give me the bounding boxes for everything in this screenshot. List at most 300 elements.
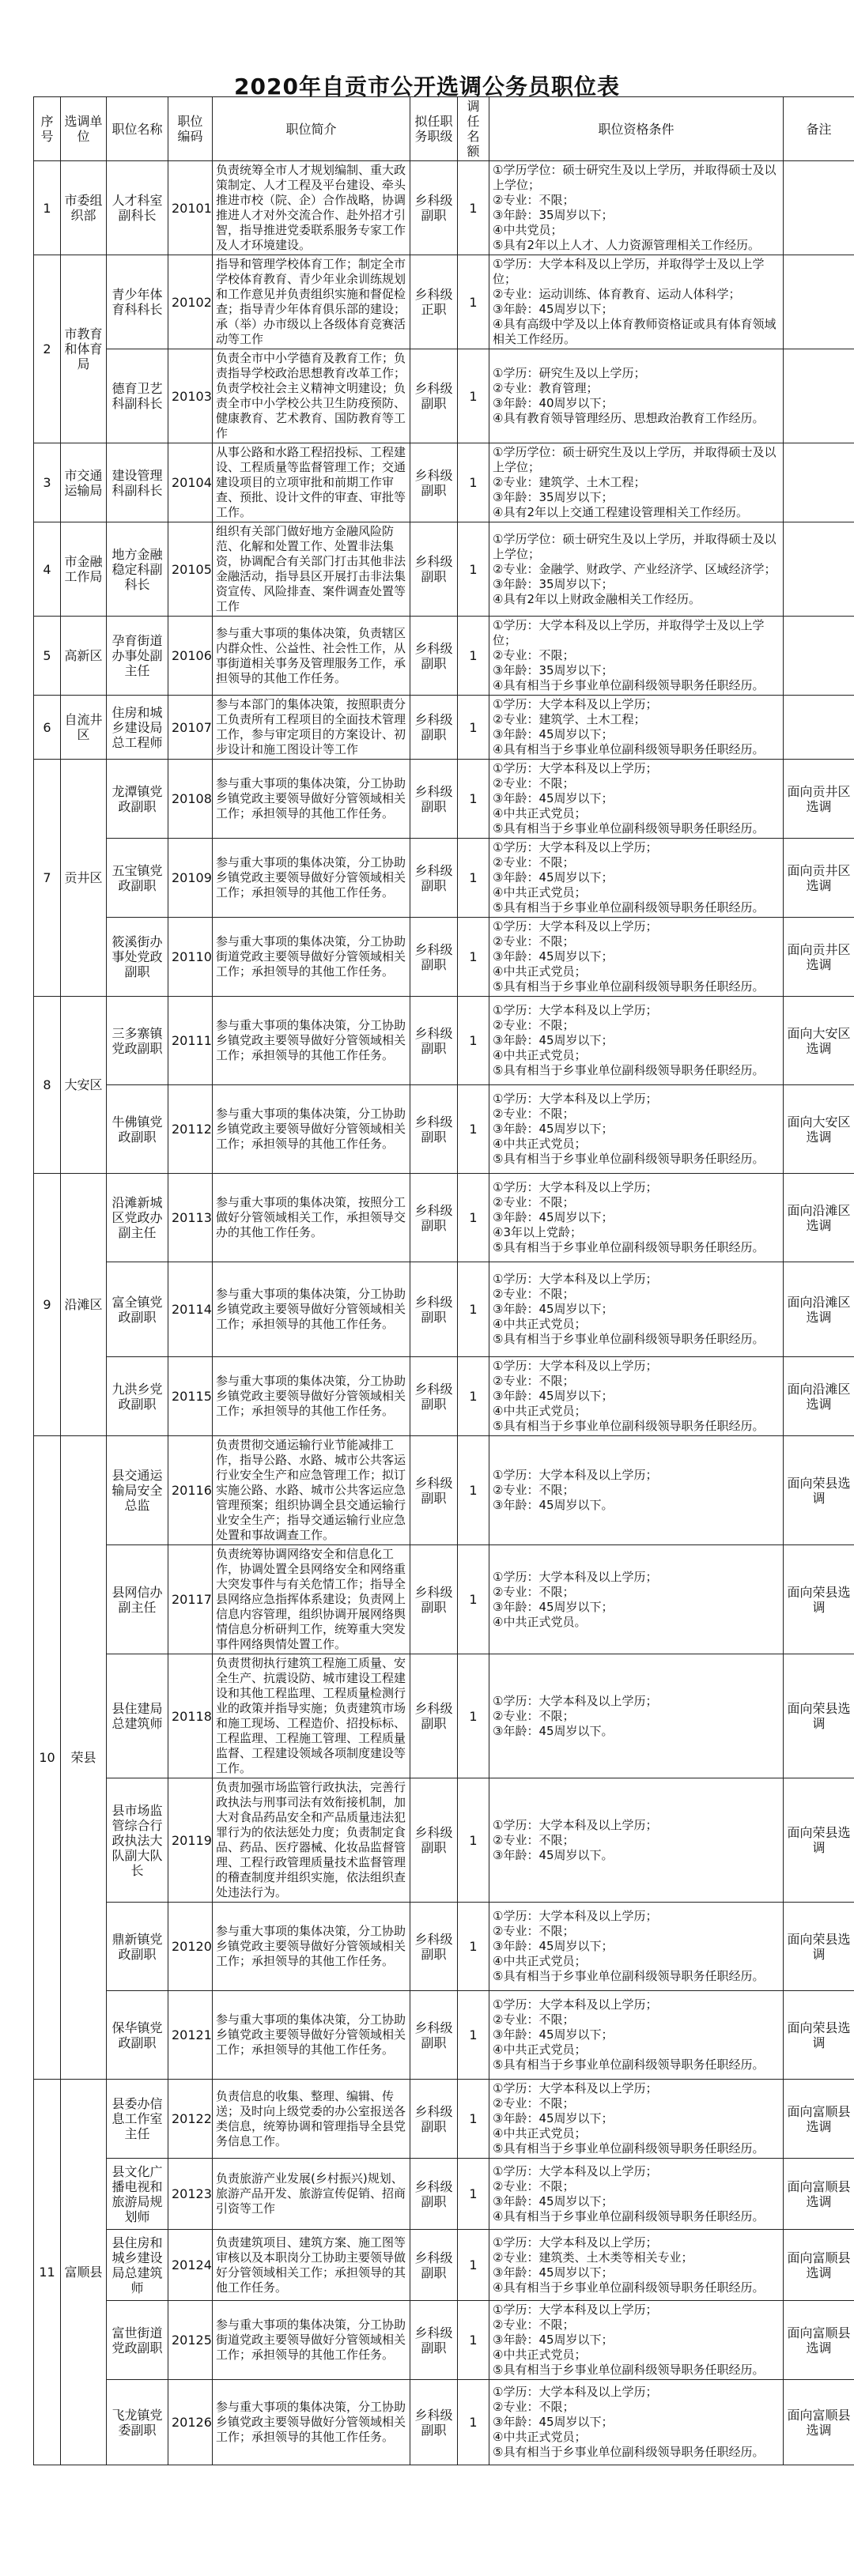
cell-intro: 参与重大事项的集体决策，分工协助乡镇党政主要领导做好分管领域相关工作；承担领导的其他工作任务。 [213,1085,410,1174]
cell-unit: 荣县 [61,1436,107,2080]
cell-note: 面向沿滩区选调 [784,1174,854,1262]
cell-code: 20122 [168,2080,213,2159]
cell-intro: 参与重大事项的集体决策，分工协助乡镇党政主要领导做好分管领域相关工作；承担领导的其他工作任务。 [213,1903,410,1991]
table-row [34,255,854,349]
req-line: ③年龄：45周岁以下； [493,1302,614,1316]
req-line: ②专业：不限； [493,776,575,790]
req-line: ③年龄：45周岁以下； [493,1122,614,1136]
cell-num: 1 [458,255,489,349]
table-row [34,696,854,760]
cell-code: 20102 [168,255,213,349]
cell-intro: 组织有关部门做好地方金融风险防范、化解和处置工作、处置非法集资，协调配合有关部门打击其他非法金融活动，指导县区开展打击非法集资宣传、风险排查、案件调查处置等工作 [213,522,410,617]
req-line: ⑤具有相当于乡事业单位副科级领导职务任职经历。 [493,2363,765,2377]
cell-num: 1 [458,997,489,1085]
req-line: ③年龄：45周岁以下； [493,1389,614,1403]
cell-intro: 参与本部门的集体决策，按照职责分工负责所有工程项目的全面技术管理工作，参与审定项目的方案设计、初步设计和施工图设计等工作 [213,696,410,760]
table-row [34,1436,854,1545]
req-line: ①学历：大学本科及以上学历； [493,1693,658,1708]
cell-intro: 参与重大事项的集体决策，负责辖区内群众性、公益性、社会性工作，从事街道相关事务及管理服务工作，承担领导的其他工作任务。 [213,617,410,696]
req-line: ④具有教育领导管理经历、思想政治教育工作经历。 [493,411,765,425]
req-line: ④具有相当于乡事业单位副科级领导职务任职经历。 [493,678,765,692]
cell-note: 面向荣县选调 [784,1991,854,2080]
cell-num: 1 [458,1903,489,1991]
cell-reqs [489,696,784,760]
table-row [34,617,854,696]
cell-unit: 市金融工作局 [61,522,107,617]
cell-note [784,161,854,255]
req-line: ⑤具有相当于乡事业单位副科级领导职务任职经历。 [493,1063,765,1077]
header-code: 职位编码 [168,97,213,161]
req-line: ②专业：不限； [493,2178,575,2193]
cell-reqs [489,1174,784,1262]
table-row [34,1545,854,1654]
req-line: ①学历：研究生及以上学历； [493,366,646,380]
req-line: ⑤具有相当于乡事业单位副科级领导职务任职经历。 [493,821,765,835]
req-line: ⑤具有相当于乡事业单位副科级领导职务任职经历。 [493,979,765,994]
req-line: ④中共正式党员； [493,2430,587,2444]
cell-seq: 7 [34,760,61,997]
cell-intro: 参与重大事项的集体决策，分工协助乡镇党政主要领导做好分管领域相关工作；承担领导的其他工作任务。 [213,1262,410,1357]
req-line: ②专业：教育管理； [493,381,599,395]
req-line: ①学历：大学本科及以上学历，并取得学士及以上学位； [493,257,765,286]
req-line: ③年龄：40周岁以下； [493,396,614,410]
req-line: ②专业：不限； [493,1018,575,1032]
req-line: ②专业：不限； [493,855,575,869]
cell-code: 20116 [168,1436,213,1545]
cell-position: 飞龙镇党委副职 [107,2380,168,2465]
cell-num: 1 [458,2380,489,2465]
cell-seq: 8 [34,997,61,1174]
cell-code: 20107 [168,696,213,760]
cell-position: 保华镇党政副职 [107,1991,168,2080]
cell-reqs [489,1778,784,1903]
cell-reqs [489,2230,784,2301]
cell-code: 20121 [168,1991,213,2080]
cell-grade: 乡科级副职 [410,349,458,443]
req-line: ④中共正式党员； [493,2126,587,2140]
cell-note: 面向大安区选调 [784,997,854,1085]
header-num: 调任名额 [458,97,489,161]
cell-grade: 乡科级副职 [410,839,458,918]
cell-position: 九洪乡党政副职 [107,1357,168,1436]
cell-position: 五宝镇党政副职 [107,839,168,918]
table-row [34,1778,854,1903]
cell-code: 20109 [168,839,213,918]
cell-num: 1 [458,1262,489,1357]
cell-position: 富全镇党政副职 [107,1262,168,1357]
cell-note: 面向荣县选调 [784,1778,854,1903]
table-row [34,760,854,839]
cell-reqs [489,255,784,349]
cell-num: 1 [458,1991,489,2080]
req-line: ③年龄：35周岁以下； [493,576,614,591]
cell-note: 面向荣县选调 [784,1654,854,1778]
cell-unit: 市委组织部 [61,161,107,255]
req-line: ①学历：大学本科及以上学历； [493,2385,658,2399]
cell-num: 1 [458,2080,489,2159]
cell-grade: 乡科级副职 [410,161,458,255]
cell-reqs [489,2159,784,2230]
cell-code: 20115 [168,1357,213,1436]
req-line: ②专业：不限； [493,2318,575,2332]
cell-note: 面向富顺县选调 [784,2380,854,2465]
req-line: ②专业：不限； [493,648,575,662]
req-line: ②专业：不限； [493,1483,575,1497]
req-line: ②专业：建筑学、土木工程； [493,475,646,489]
req-line: ③年龄：45周岁以下； [493,2265,614,2280]
cell-note: 面向大安区选调 [784,1085,854,1174]
cell-position: 鼎新镇党政副职 [107,1903,168,1991]
cell-note: 面向沿滩区选调 [784,1262,854,1357]
cell-code: 20125 [168,2301,213,2380]
cell-num: 1 [458,760,489,839]
cell-seq: 1 [34,161,61,255]
cell-note: 面向荣县选调 [784,1545,854,1654]
cell-code: 20101 [168,161,213,255]
req-line: ④中共党员； [493,223,563,237]
cell-position: 三多寨镇党政副职 [107,997,168,1085]
cell-grade: 乡科级副职 [410,997,458,1085]
req-line: ④中共正式党员； [493,806,587,820]
req-line: ①学历：大学本科及以上学历； [493,1569,658,1584]
req-line: ⑤具有相当于乡事业单位副科级领导职务任职经历。 [493,2057,765,2072]
cell-reqs [489,918,784,997]
cell-intro: 参与重大事项的集体决策，分工协助乡镇党政主要领导做好分管领域相关工作；承担领导的其他工作任务。 [213,997,410,1085]
cell-code: 20110 [168,918,213,997]
cell-position: 县住建局总建筑师 [107,1654,168,1778]
req-line: ②专业：不限； [493,193,575,207]
req-line: ②专业：不限； [493,2400,575,2414]
cell-code: 20103 [168,349,213,443]
header-intro: 职位简介 [213,97,410,161]
cell-code: 20117 [168,1545,213,1654]
cell-reqs [489,1991,784,2080]
req-line: ④中共正式党员； [493,885,587,900]
cell-num: 1 [458,2230,489,2301]
cell-num: 1 [458,918,489,997]
req-line: ④具有2年以上交通工程建设管理相关工作经历。 [493,505,748,519]
req-line: ④中共正式党员； [493,1137,587,1151]
req-line: ②专业：建筑学、土木工程； [493,712,646,726]
req-line: ④中共正式党员； [493,1317,587,1331]
header-grade: 拟任职务职级 [410,97,458,161]
req-line: ①学历：大学本科及以上学历； [493,761,658,775]
cell-grade: 乡科级副职 [410,1654,458,1778]
cell-position: 筱溪街办事处党政副职 [107,918,168,997]
cell-note [784,349,854,443]
cell-num: 1 [458,1436,489,1545]
req-line: ⑤具有相当于乡事业单位副科级领导职务任职经历。 [493,900,765,915]
cell-seq: 3 [34,443,61,522]
req-line: ⑤具有相当于乡事业单位副科级领导职务任职经历。 [493,2141,765,2155]
cell-seq: 2 [34,255,61,443]
cell-seq: 11 [34,2080,61,2465]
table-row [34,997,854,1085]
cell-reqs [489,1262,784,1357]
req-line: ②专业：金融学、财政学、产业经济学、区域经济学； [493,561,777,576]
cell-unit: 自流井区 [61,696,107,760]
cell-position: 青少年体育科科长 [107,255,168,349]
cell-note: 面向富顺县选调 [784,2080,854,2159]
cell-position: 县住房和城乡建设局总建筑师 [107,2230,168,2301]
cell-grade: 乡科级副职 [410,522,458,617]
cell-position: 龙潭镇党政副职 [107,760,168,839]
req-line: ①学历：大学本科及以上学历； [493,919,658,933]
table-row [34,1654,854,1778]
cell-grade: 乡科级副职 [410,2301,458,2380]
cell-grade: 乡科级副职 [410,617,458,696]
req-line: ②专业：不限； [493,2096,575,2110]
cell-position: 人才科室副科长 [107,161,168,255]
cell-code: 20105 [168,522,213,617]
cell-code: 20126 [168,2380,213,2465]
cell-grade: 乡科级副职 [410,1357,458,1436]
req-line: ①学历：大学本科及以上学历； [493,840,658,854]
cell-note [784,617,854,696]
cell-intro: 负责旅游产业发展(乡村振兴)规划、旅游产品开发、旅游宣传促销、招商引资等工作 [213,2159,410,2230]
req-line: ⑤具有相当于乡事业单位副科级领导职务任职经历。 [493,1419,765,1433]
req-line: ③年龄：45周岁以下； [493,1939,614,1953]
cell-seq: 6 [34,696,61,760]
req-line: ①学历：大学本科及以上学历； [493,1468,658,1482]
req-line: ①学历学位：硕士研究生及以上学历，并取得硕士及以上学位； [493,163,777,192]
req-line: ⑤具有相当于乡事业单位副科级领导职务任职经历。 [493,1332,765,1346]
table-row [34,2380,854,2465]
table-row [34,1262,854,1357]
cell-reqs [489,522,784,617]
cell-reqs [489,1357,784,1436]
req-line: ③年龄：45周岁以下； [493,1210,614,1224]
cell-grade: 乡科级副职 [410,1903,458,1991]
cell-reqs [489,2301,784,2380]
cell-reqs [489,760,784,839]
req-line: ③年龄：45周岁以下； [493,1033,614,1047]
header-row [34,97,854,161]
cell-note: 面向富顺县选调 [784,2159,854,2230]
req-line: ⑤具有相当于乡事业单位副科级领导职务任职经历。 [493,1969,765,1983]
cell-code: 20111 [168,997,213,1085]
cell-position: 沿滩新城区党政办副主任 [107,1174,168,1262]
cell-code: 20120 [168,1903,213,1991]
req-line: ②专业：不限； [493,1584,575,1599]
req-line: ①学历：大学本科及以上学历； [493,2163,658,2178]
cell-reqs [489,349,784,443]
req-line: ①学历学位：硕士研究生及以上学历，并取得硕士及以上学位； [493,531,777,561]
cell-num: 1 [458,1654,489,1778]
cell-code: 20108 [168,760,213,839]
cell-reqs [489,1654,784,1778]
req-line: ④中共正式党员； [493,2348,587,2362]
cell-intro: 从事公路和水路工程招投标、工程建设、工程质量等监督管理工作；交通建设项目的立项审批和前期工作审查、预批、设计文件的审查、审批等工作。 [213,443,410,522]
cell-intro: 参与重大事项的集体决策，分工协助乡镇党政主要领导做好分管领域相关工作；承担领导的其他工作任务。 [213,1991,410,2080]
req-line: ②专业：不限； [493,1832,575,1847]
table-row [34,161,854,255]
cell-num: 1 [458,2159,489,2230]
req-line: ①学历：大学本科及以上学历； [493,1003,658,1017]
req-line: ①学历：大学本科及以上学历； [493,1180,658,1194]
req-line: ②专业：建筑类、土木类等相关专业； [493,2250,693,2265]
cell-code: 20118 [168,1654,213,1778]
req-line: ③年龄：45周岁以下。 [493,1847,614,1862]
table-row [34,918,854,997]
table-row [34,2301,854,2380]
cell-seq: 4 [34,522,61,617]
cell-num: 1 [458,349,489,443]
cell-num: 1 [458,161,489,255]
cell-intro: 参与重大事项的集体决策，分工协助乡镇党政主要领导做好分管领域相关工作；承担领导的其他工作任务。 [213,760,410,839]
req-line: ④中共正式党员。 [493,1614,587,1629]
cell-reqs [489,997,784,1085]
cell-grade: 乡科级副职 [410,1436,458,1545]
cell-unit: 贡井区 [61,760,107,997]
table-row [34,1085,854,1174]
cell-position: 德育卫艺科副科长 [107,349,168,443]
cell-reqs [489,2380,784,2465]
cell-reqs [489,839,784,918]
header-unit: 选调单位 [61,97,107,161]
cell-note [784,522,854,617]
req-line: ③年龄：45周岁以下； [493,2111,614,2125]
cell-seq: 5 [34,617,61,696]
cell-position: 县委办信息工作室主任 [107,2080,168,2159]
req-line: ⑤具有相当于乡事业单位副科级领导职务任职经历。 [493,1152,765,1166]
req-line: ④具有相当于乡事业单位副科级领导职务任职经历。 [493,2208,765,2223]
cell-grade: 乡科级副职 [410,1174,458,1262]
cell-num: 1 [458,2301,489,2380]
cell-reqs [489,443,784,522]
cell-grade: 乡科级副职 [410,918,458,997]
cell-position: 住房和城乡建设局总工程师 [107,696,168,760]
cell-grade: 乡科级正职 [410,255,458,349]
req-line: ①学历：大学本科及以上学历，并取得学士及以上学位； [493,618,765,647]
cell-intro: 参与重大事项的集体决策，分工协助街道党政主要领导做好分管领域相关工作；承担领导的其他工作任务。 [213,2301,410,2380]
cell-position: 县文化广播电视和旅游局规划师 [107,2159,168,2230]
cell-code: 20106 [168,617,213,696]
req-line: ②专业：运动训练、体育教育、运动人体科学； [493,287,741,301]
cell-intro: 参与重大事项的集体决策，分工协助乡镇党政主要领导做好分管领域相关工作；承担领导的其他工作任务。 [213,1357,410,1436]
cell-num: 1 [458,696,489,760]
cell-code: 20123 [168,2159,213,2230]
table-row [34,1174,854,1262]
cell-num: 1 [458,522,489,617]
req-line: ①学历：大学本科及以上学历； [493,1817,658,1832]
cell-unit: 大安区 [61,997,107,1174]
cell-intro: 负责贯彻执行建筑工程施工质量、安全生产、抗震设防、城市建设工程建设和其他工程监理、工程质量检测行业的政策并指导实施；负责建筑市场和施工现场、工程造价、招投标标、工程监理、工程施工管理、工程质量监督、工程建设领域各项制度建设等工作。 [213,1654,410,1778]
cell-note [784,255,854,349]
header-position: 职位名称 [107,97,168,161]
cell-unit: 市交通运输局 [61,443,107,522]
cell-code: 20114 [168,1262,213,1357]
req-line: ③年龄：45周岁以下。 [493,1723,614,1738]
req-line: ③年龄：45周岁以下。 [493,1498,614,1512]
req-line: ①学历：大学本科及以上学历； [493,1272,658,1286]
cell-code: 20124 [168,2230,213,2301]
req-line: ①学历学位：硕士研究生及以上学历，并取得硕士及以上学位； [493,445,777,474]
cell-intro: 负责贯彻交通运输行业节能减排工作，指导公路、水路、城市公共客运行业安全生产和应急管理工作；拟订实施公路、水路、城市公共客运应急管理预案；组织协调全县交通运输行业安全生产；指导交通运输行业应急处置和事故调查工作。 [213,1436,410,1545]
cell-reqs [489,161,784,255]
positions-table [33,96,854,2465]
table-body [34,161,854,2465]
req-line: ②专业：不限； [493,934,575,949]
cell-grade: 乡科级副职 [410,2380,458,2465]
cell-unit: 富顺县 [61,2080,107,2465]
cell-intro: 参与重大事项的集体决策，按照分工做好分管领域相关工作，承担领导交办的其他工作任务。 [213,1174,410,1262]
cell-grade: 乡科级副职 [410,1262,458,1357]
cell-position: 富世街道党政副职 [107,2301,168,2380]
cell-note: 面向荣县选调 [784,1903,854,1991]
req-line: ②专业：不限； [493,1708,575,1723]
req-line: ④中共正式党员； [493,2042,587,2057]
table-row [34,2159,854,2230]
cell-reqs [489,1545,784,1654]
req-line: ①学历：大学本科及以上学历； [493,1359,658,1373]
cell-unit: 市教育和体育局 [61,255,107,443]
req-line: ③年龄：45周岁以下； [493,791,614,805]
cell-position: 县交通运输局安全总监 [107,1436,168,1545]
cell-grade: 乡科级副职 [410,2159,458,2230]
cell-unit: 沿滩区 [61,1174,107,1436]
req-line: ③年龄：45周岁以下； [493,2193,614,2208]
header-reqs: 职位资格条件 [489,97,784,161]
req-line: ③年龄：45周岁以下； [493,727,614,741]
cell-note [784,443,854,522]
req-line: ⑤具有2年以上人才、人力资源管理相关工作经历。 [493,238,760,252]
req-line: ②专业：不限； [493,1924,575,1938]
cell-intro: 负责统筹全市人才规划编制、重大政策制定、人才工程及平台建设、牵头推进市校（院、企）合作战略，协调推进人才对外交流合作、赴外招才引智，指导推进党委联系服务专家工作及人才环境建设。 [213,161,410,255]
cell-note: 面向贡井区选调 [784,839,854,918]
cell-code: 20113 [168,1174,213,1262]
cell-position: 地方金融稳定科副科长 [107,522,168,617]
cell-unit: 高新区 [61,617,107,696]
header-seq: 序号 [34,97,61,161]
cell-code: 20104 [168,443,213,522]
cell-grade: 乡科级副职 [410,443,458,522]
cell-intro: 参与重大事项的集体决策，分工协助乡镇党政主要领导做好分管领域相关工作；承担领导的其他工作任务。 [213,2380,410,2465]
table-row [34,1903,854,1991]
req-line: ①学历：大学本科及以上学历； [493,2235,658,2250]
cell-position: 孕育街道办事处副主任 [107,617,168,696]
cell-note [784,696,854,760]
cell-reqs [489,617,784,696]
cell-intro: 负责全市中小学德育及教育工作；负责指导学校政治思想教育改革工作；负责学校社会主义精神文明建设；负责全市中小学校公共卫生防疫预防、健康教育、艺术教育、国防教育等工作 [213,349,410,443]
cell-num: 1 [458,1545,489,1654]
req-line: ④具有2年以上财政金融相关工作经历。 [493,591,701,606]
req-line: ③年龄：45周岁以下； [493,870,614,884]
req-line: ④中共正式党员； [493,964,587,979]
cell-num: 1 [458,1357,489,1436]
table-row [34,349,854,443]
cell-num: 1 [458,1085,489,1174]
cell-grade: 乡科级副职 [410,1545,458,1654]
req-line: ③年龄：35周岁以下； [493,208,614,222]
cell-num: 1 [458,443,489,522]
cell-note: 面向富顺县选调 [784,2301,854,2380]
cell-code: 20112 [168,1085,213,1174]
cell-note: 面向沿滩区选调 [784,1357,854,1436]
cell-position: 建设管理科副科长 [107,443,168,522]
req-line: ④具有相当于乡事业单位副科级领导职务任职经历。 [493,2280,765,2295]
cell-intro: 参与重大事项的集体决策，分工协助街道党政主要领导做好分管领域相关工作；承担领导的其他工作任务。 [213,918,410,997]
req-line: ⑤具有相当于乡事业单位副科级领导职务任职经历。 [493,1240,765,1254]
cell-intro: 负责统筹协调网络安全和信息化工作，协调处置全县网络安全和网络重大突发事件与有关危情工作；指导全县网络应急指挥体系建设；负责网上信息内容管理，组织协调开展网络舆情信息分析研判工作，统筹重大突发事件网络舆情处置工作。 [213,1545,410,1654]
req-line: ④中共正式党员； [493,1048,587,1062]
cell-intro: 负责建筑项目、建筑方案、施工图等审核以及本职岗分工协助主要领导做好分管领域相关工作；承担领导的其他工作任务。 [213,2230,410,2301]
cell-grade: 乡科级副职 [410,1778,458,1903]
cell-grade: 乡科级副职 [410,1991,458,2080]
cell-grade: 乡科级副职 [410,1085,458,1174]
cell-code: 20119 [168,1778,213,1903]
req-line: ②专业：不限； [493,1374,575,1388]
